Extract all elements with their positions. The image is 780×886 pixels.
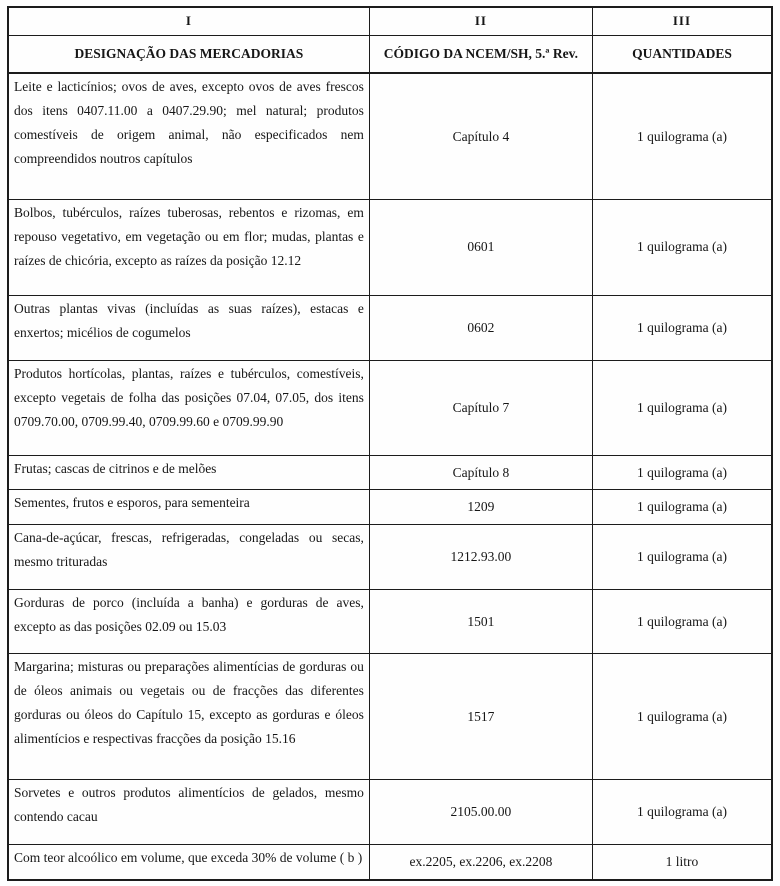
table-row — [8, 360, 772, 455]
code-cell: 0601 — [369, 200, 592, 295]
column-header-code: CÓDIGO DA NCEM/SH, 5.ª Rev. — [369, 35, 592, 73]
designation-cell: Gorduras de porco (incluída a banha) e gorduras de aves, excepto as das posições 02.09 ou 15.03 — [8, 589, 369, 654]
designation-cell: Outras plantas vivas (incluídas as suas raízes), estacas e enxertos; micélios de cogumelos — [8, 295, 369, 360]
quantity-cell: 1 quilograma (a) — [592, 200, 772, 295]
designation-cell: Produtos hortícolas, plantas, raízes e tubérculos, comestíveis, excepto vegetais de folha das posições 07.04, 07.05, dos itens 0709.70.00, 0709.99.40, 0709.99.60 e 0709.99.90 — [8, 360, 369, 455]
column-header-designation: DESIGNAÇÃO DAS MERCADORIAS — [8, 35, 369, 73]
table-row — [8, 845, 772, 880]
goods-table — [7, 6, 773, 881]
quantity-cell: 1 quilograma (a) — [592, 490, 772, 524]
column-number-row — [8, 7, 772, 35]
quantity-cell: 1 quilograma (a) — [592, 524, 772, 589]
code-cell: 1501 — [369, 589, 592, 654]
table-row — [8, 654, 772, 780]
table-row — [8, 200, 772, 295]
code-cell: Capítulo 4 — [369, 73, 592, 200]
table-row — [8, 490, 772, 524]
code-cell: 1517 — [369, 654, 592, 780]
quantity-cell: 1 quilograma (a) — [592, 73, 772, 200]
table-row — [8, 73, 772, 200]
quantity-cell: 1 quilograma (a) — [592, 654, 772, 780]
code-cell: 1212.93.00 — [369, 524, 592, 589]
column-header-quantity: QUANTIDADES — [592, 35, 772, 73]
quantity-cell: 1 quilograma (a) — [592, 780, 772, 845]
quantity-cell: 1 quilograma (a) — [592, 589, 772, 654]
code-cell: 0602 — [369, 295, 592, 360]
quantity-cell: 1 quilograma (a) — [592, 295, 772, 360]
column-number-ii: II — [369, 7, 592, 35]
quantity-cell: 1 litro — [592, 845, 772, 880]
quantity-cell: 1 quilograma (a) — [592, 360, 772, 455]
code-cell: 1209 — [369, 490, 592, 524]
column-header-row — [8, 35, 772, 73]
designation-cell: Sementes, frutos e esporos, para sementeira — [8, 490, 369, 524]
designation-cell: Margarina; misturas ou preparações alimentícias de gorduras ou de óleos animais ou vegetais ou de fracções das diferentes gorduras ou óleos do Capítulo 15, excepto as gorduras e óleos alimentícios e respectivas fracções da posição 15.16 — [8, 654, 369, 780]
table-row — [8, 780, 772, 845]
table-row — [8, 455, 772, 489]
code-cell: ex.2205, ex.2206, ex.2208 — [369, 845, 592, 880]
designation-cell: Cana-de-açúcar, frescas, refrigeradas, congeladas ou secas, mesmo trituradas — [8, 524, 369, 589]
designation-cell: Leite e lacticínios; ovos de aves, excepto ovos de aves frescos dos itens 0407.11.00 a 0407.29.90; mel natural; produtos comestíveis de origem animal, não especificados nem compreendidos noutros capítulos — [8, 73, 369, 200]
table-row — [8, 589, 772, 654]
code-cell: Capítulo 7 — [369, 360, 592, 455]
designation-cell: Frutas; cascas de citrinos e de melões — [8, 455, 369, 489]
code-cell: Capítulo 8 — [369, 455, 592, 489]
quantity-cell: 1 quilograma (a) — [592, 455, 772, 489]
column-number-i: I — [8, 7, 369, 35]
table-row — [8, 524, 772, 589]
column-number-iii: III — [592, 7, 772, 35]
table-row — [8, 295, 772, 360]
designation-cell: Bolbos, tubérculos, raízes tuberosas, rebentos e rizomas, em repouso vegetativo, em vegetação ou em flor; mudas, plantas e raízes de chicória, excepto as raízes da posição 12.12 — [8, 200, 369, 295]
designation-cell: Com teor alcoólico em volume, que exceda 30% de volume ( b ) — [8, 845, 369, 880]
code-cell: 2105.00.00 — [369, 780, 592, 845]
designation-cell: Sorvetes e outros produtos alimentícios de gelados, mesmo contendo cacau — [8, 780, 369, 845]
